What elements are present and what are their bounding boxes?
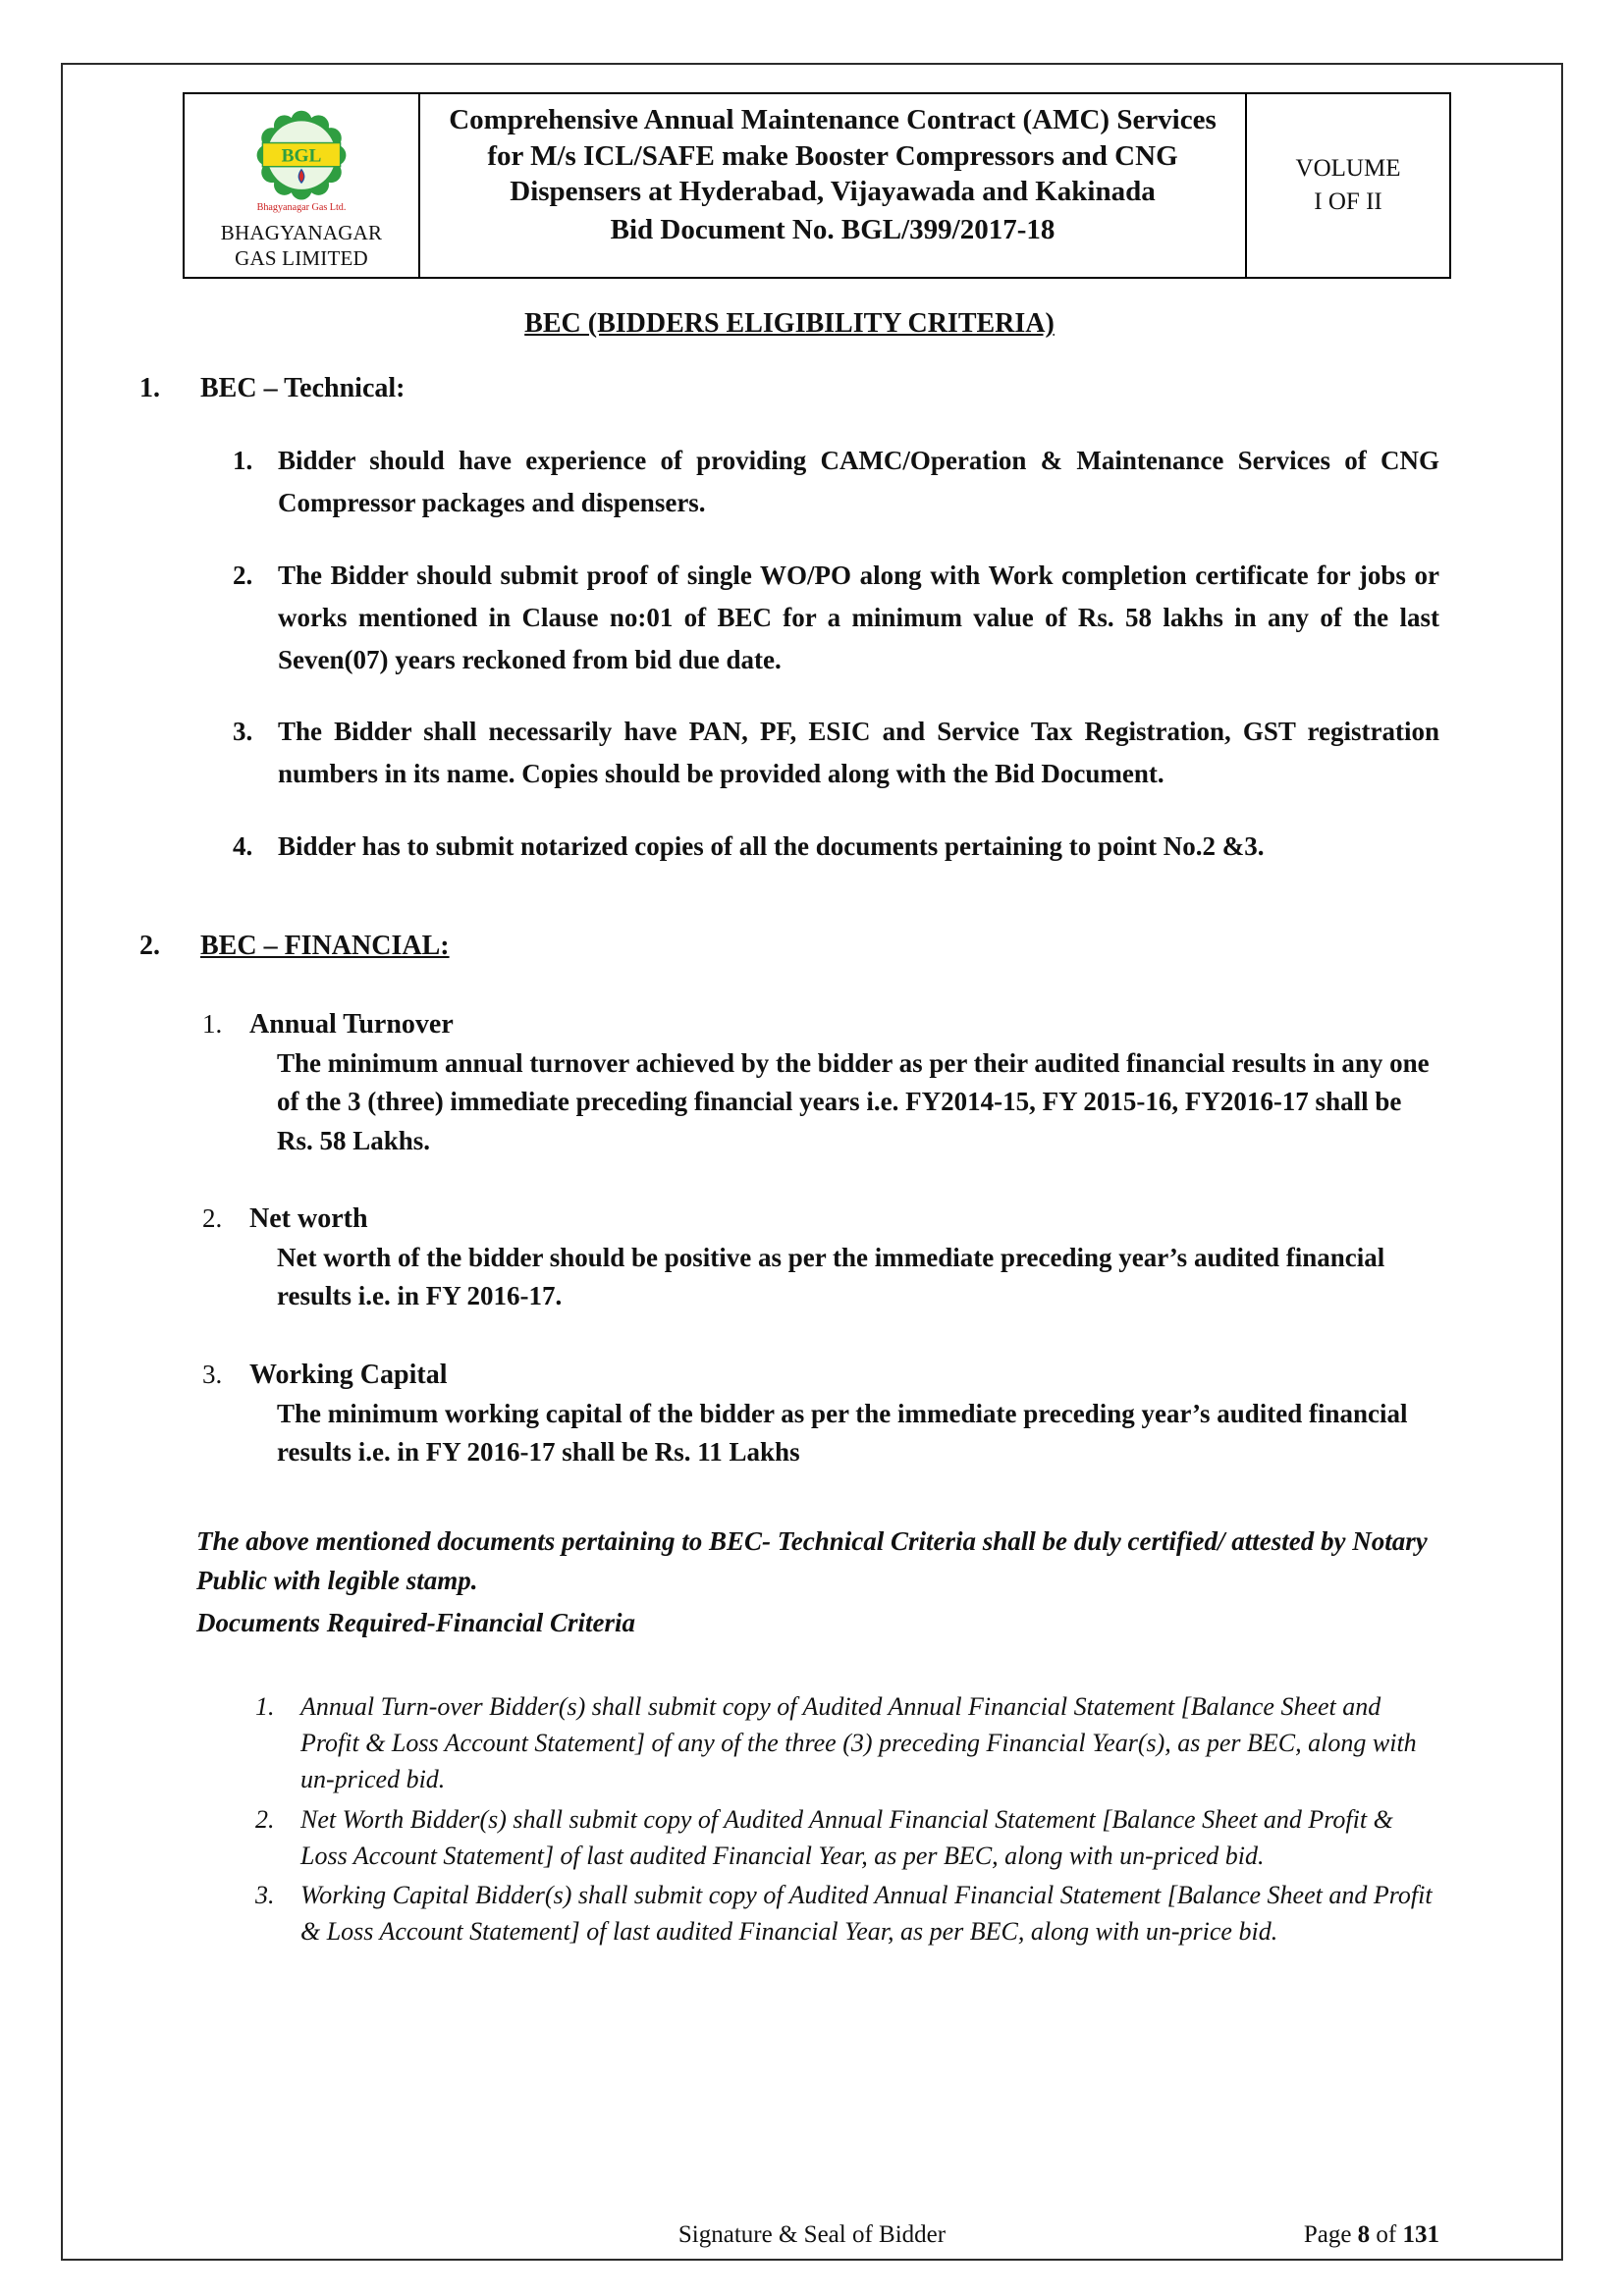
technical-item-number: 1.	[233, 446, 253, 476]
documents-item	[255, 1878, 1439, 1950]
org-name-line1: BHAGYANAGAR	[220, 221, 383, 244]
org-name-line2: GAS LIMITED	[235, 245, 368, 270]
volume-line1: VOLUME	[1295, 155, 1401, 183]
title-cell	[420, 94, 1247, 277]
financial-item	[202, 1356, 1439, 1472]
signature-seal-label: Signature & Seal of Bidder	[677, 2221, 947, 2248]
volume-line2: I OF II	[1314, 188, 1382, 216]
document-title: Comprehensive Annual Maintenance Contract (AMC) Services for M/s ICL/SAFE make Booster Compressors and CNG Dispensers at Hyderabad, Vijayawada and Kakinada	[449, 104, 1217, 208]
financial-item-number: 2.	[202, 1202, 223, 1233]
technical-item-number: 3.	[233, 717, 253, 747]
documents-list	[255, 1689, 1439, 1950]
page-footer	[63, 2221, 1561, 2255]
technical-section-title: BEC – Technical:	[200, 373, 406, 404]
bid-document-number: Bid Document No. BGL/399/2017-18	[610, 213, 1056, 245]
financial-section-title: BEC – FINANCIAL:	[200, 930, 450, 961]
financial-item-body: The minimum working capital of the bidder as per the immediate preceding year’s audited financial results i.e. in FY 2016-17 shall be Rs. 11 Lakhs	[277, 1399, 1408, 1468]
technical-item-text: Bidder has to submit notarized copies of all the documents pertaining to point No.2 &3.	[278, 830, 1265, 861]
financial-section-number: 2.	[139, 930, 160, 961]
page-content	[139, 308, 1439, 1950]
financial-item-title: Working Capital	[249, 1359, 448, 1390]
technical-section-number: 1.	[139, 373, 160, 404]
technical-item-text: Bidder should have experience of providing CAMC/Operation & Maintenance Services of CNG Compressor packages and dispensers.	[278, 446, 1439, 518]
page-total: 131	[1402, 2221, 1439, 2248]
documents-item-text: Working Capital Bidder(s) shall submit copy of Audited Annual Financial Statement [Balance Sheet and Profit & Loss Account Statement] of last audited Financial Year, as per BEC, along with un-price bid.	[300, 1881, 1433, 1947]
volume-cell	[1247, 94, 1449, 277]
technical-item	[233, 555, 1439, 682]
financial-item-body: Net worth of the bidder should be positive as per the immediate preceding year’s audited financial results i.e. in FY 2016-17.	[277, 1243, 1385, 1311]
documents-item-text: Annual Turn-over Bidder(s) shall submit copy of Audited Annual Financial Statement [Balance Sheet and Profit & Loss Account Statement] of any of the three (3) preceding Financial Year(s), as per BEC, along with un-priced bid.	[300, 1691, 1417, 1793]
technical-item	[233, 711, 1439, 795]
documents-item	[255, 1689, 1439, 1798]
page-number	[1304, 2221, 1439, 2249]
technical-item-number: 4.	[233, 830, 253, 861]
logo-caption-text: Bhagyanagar Gas Ltd.	[256, 202, 347, 214]
page-border-frame	[61, 63, 1563, 2261]
technical-section-heading	[139, 373, 1439, 404]
documents-item	[255, 1802, 1439, 1875]
technical-item	[233, 440, 1439, 524]
financial-item-title: Annual Turnover	[249, 1008, 454, 1040]
logo-bgl-text: BGL	[281, 145, 322, 167]
financial-list	[202, 1005, 1439, 1472]
page-of: of	[1370, 2221, 1403, 2248]
financial-item-number: 1.	[202, 1008, 223, 1039]
documents-item-number: 1.	[255, 1691, 275, 1721]
page-prefix: Page	[1303, 2221, 1358, 2248]
org-name	[190, 221, 412, 271]
page-current: 8	[1357, 2221, 1371, 2248]
notary-note: The above mentioned documents pertaining to BEC- Technical Criteria shall be duly certified/ attested by Notary Public with legible stamp.	[196, 1526, 1428, 1595]
financial-section-heading	[139, 931, 1439, 962]
technical-list	[233, 440, 1439, 868]
financial-item	[202, 1005, 1439, 1160]
documents-item-number: 3.	[255, 1881, 275, 1910]
financial-item-body: The minimum annual turnover achieved by the bidder as per their audited financial results in any one of the 3 (three) immediate preceding financial years i.e. FY2014-15, FY 2015-16, FY2016-17 shall be Rs. 58 Lakhs.	[277, 1048, 1430, 1155]
bec-heading: BEC (BIDDERS ELIGIBILITY CRITERIA)	[524, 308, 1055, 340]
financial-item-number: 3.	[202, 1359, 223, 1389]
logo-cell	[185, 94, 420, 277]
technical-item	[233, 826, 1439, 868]
bgl-logo-icon	[244, 102, 358, 214]
technical-item-text: The Bidder should submit proof of single WO/PO along with Work completion certificate for jobs or works mentioned in Clause no:01 of BEC for a minimum value of Rs. 58 lakhs in any of the last Seven(07) years reckoned from bid due date.	[278, 560, 1439, 674]
header-table	[183, 92, 1451, 279]
documents-item-number: 2.	[255, 1804, 275, 1834]
documents-required-heading: Documents Required-Financial Criteria	[196, 1607, 636, 1637]
financial-item-title: Net worth	[249, 1202, 368, 1234]
technical-item-text: The Bidder shall necessarily have PAN, PF, ESIC and Service Tax Registration, GST registration numbers in its name. Copies should be provided along with the Bid Document.	[278, 717, 1439, 789]
financial-item	[202, 1200, 1439, 1316]
technical-item-number: 2.	[233, 560, 253, 590]
documents-item-text: Net Worth Bidder(s) shall submit copy of Audited Annual Financial Statement [Balance Sheet and Profit & Loss Account Statement] of last audited Financial Year, as per BEC, along with un-priced bid.	[300, 1804, 1393, 1870]
notes-block	[196, 1522, 1439, 1641]
